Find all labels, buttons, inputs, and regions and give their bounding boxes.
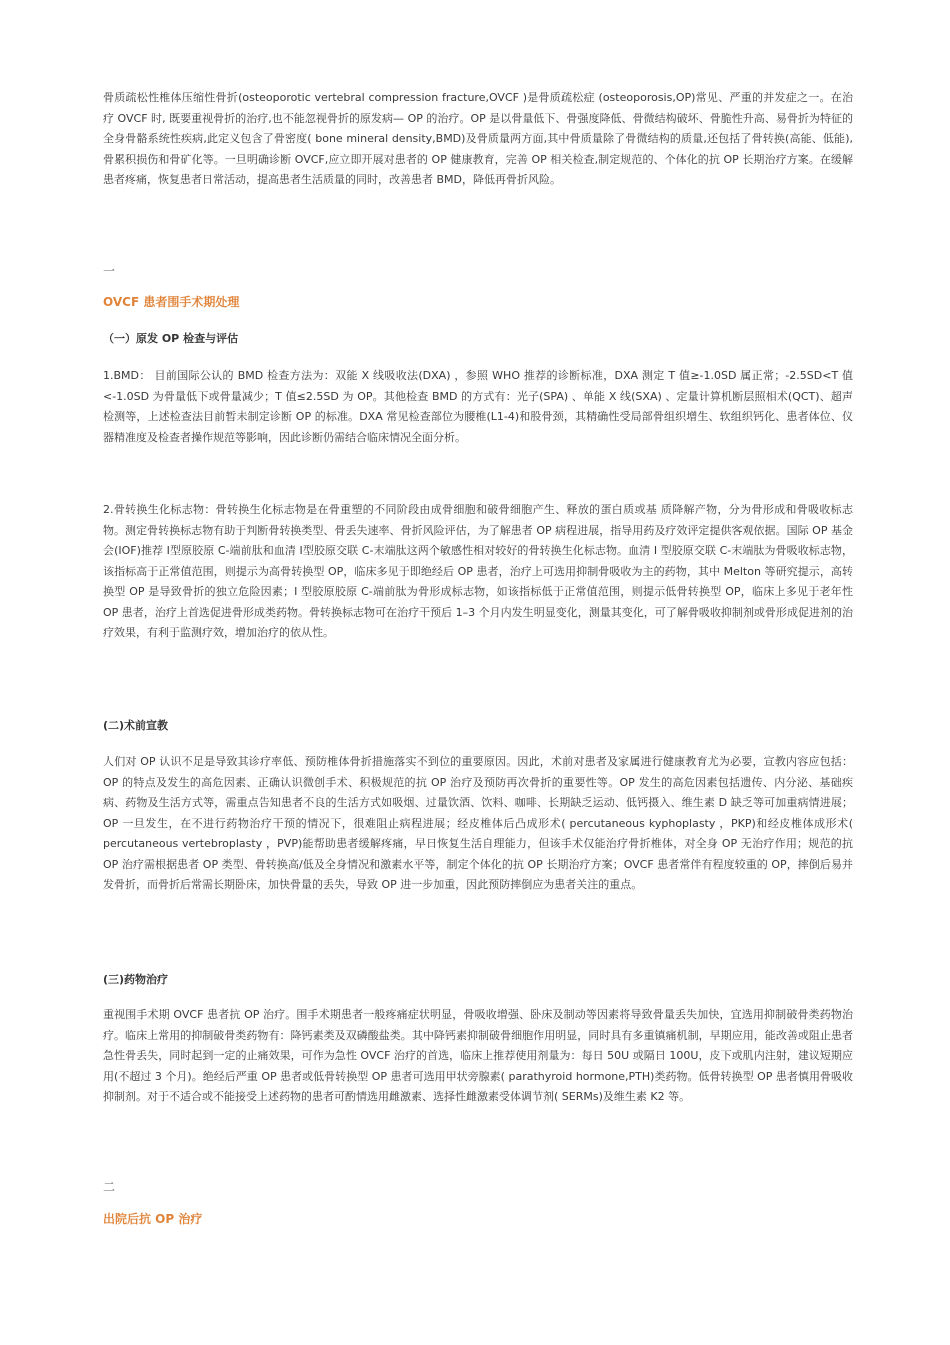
section-numeral-1: 一 [103,264,116,278]
subsection-heading-1: （一）原发 OP 检查与评估 [103,332,239,345]
bmd-paragraph: 1.BMD： 目前国际公认的 BMD 检查方法为：双能 X 线吸收法(DXA) ，参照 WHO 推荐的诊断标准，DXA 测定 T 值≥-1.0SD 属正常；-2.5SD<T 值<-1.0SD 为骨量低下或骨量减少；T 值≤2.5SD 为 OP。其他检查 BMD 的方式有：光子(SPA) 、单能 X 线(SXA) 、定量计算机断层照相术(QCT)、超声检测等，上述检查法目前暂未制定诊断 OP 的标准。DXA 常见检查部位为腰椎(L1-4)和股骨颈，其精确性受局部骨组织增生、软组织钙化、患者体位、仪器精准度及检查者操作规范等影响，因此诊断仍需结合临床情况全面分析。 [103,369,853,444]
education-paragraph: 人们对 OP 认识不足是导致其诊疗率低、预防椎体骨折措施落实不到位的重要原因。因此，术前对患者及家属进行健康教育尤为必要，宣教内容应包括：OP 的特点及发生的高危因素、正确认识微创手术、积极规范的抗 OP 治疗及预防再次骨折的重要性等。OP 发生的高危因素包括遗传、内分泌、基础疾病、药物及生活方式等，需重点告知患者不良的生活方式如吸烟、过量饮酒、饮料、咖啡、长期缺乏运动、低钙摄入、维生素 D 缺乏等可加重病情进展；OP 一旦发生，在不进行药物治疗干预的情况下，很难阻止病程进展；经皮椎体后凸成形术( percutaneous kyphoplasty ，PKP)和经皮椎体成形术( percutaneous vertebroplasty ，PVP)能帮助患者缓解疼痛，早日恢复生活自理能力，但该手术仅能治疗骨折椎体，对全身 OP 无治疗作用；规范的抗 OP 治疗需根据患者 OP 类型、骨转换高/低及全身情况和激素水平等，制定个体化的抗 OP 长期治疗方案；OVCF 患者常伴有程度较重的 OP，摔倒后易并发骨折，而骨折后常需长期卧床，加快骨量的丢失，导致 OP 进一步加重，因此预防摔倒应为患者关注的重点。 [103,755,853,891]
section-heading-1: OVCF 患者围手术期处理 [103,295,240,309]
intro-paragraph: 骨质疏松性椎体压缩性骨折(osteoporotic vertebral compression fracture,OVCF )是骨质疏松症 (osteoporosis,OP)常见、严重的并发症之一。在治疗 OVCF 时, 既要重视骨折的治疗,也不能忽视骨折的原发病— OP 的治疗。OP 是以骨量低下、骨强度降低、骨微结构破坏、骨脆性升高、易骨折为特征的全身骨骼系统性疾病,此定义包含了骨密度( bone mineral density,BMD)及骨质量两方面,其中骨质量除了骨微结构的质量,还包括了骨转换(高能、低能),骨累积损伤和骨矿化等。一旦明确诊断 OVCF,应立即开展对患者的 OP 健康教育，完善 OP 相关检查,制定规范的、个体化的抗 OP 长期治疗方案。在缓解患者疼痛，恢复患者日常活动，提高患者生活质量的同时，改善患者 BMD，降低再骨折风险。 [103,91,853,186]
drug-therapy-paragraph: 重视围手术期 OVCF 患者抗 OP 治疗。围手术期患者一般疼痛症状明显，骨吸收增强、卧床及制动等因素将导致骨量丢失加快，宜选用抑制破骨类药物治疗。临床上常用的抑制破骨类药物有：降钙素类及双磷酸盐类。其中降钙素抑制破骨细胞作用明显，同时具有多重镇痛机制，早期应用，能改善或阻止患者急性骨丢失，同时起到一定的止痛效果，可作为急性 OVCF 治疗的首选，临床上推荐使用剂量为：每日 50U 或隔日 100U，皮下或肌内注射，建议短期应用(不超过 3 个月)。绝经后严重 OP 患者或低骨转换型 OP 患者可选用甲状旁腺素( parathyroid hormone,PTH)类药物。低骨转换型 OP 患者慎用骨吸收抑制剂。对于不适合或不能接受上述药物的患者可酌情选用雌激素、选择性雌激素受体调节剂( SERMs)及维生素 K2 等。 [103,1008,853,1103]
section-heading-2: 出院后抗 OP 治疗 [103,1212,203,1226]
bone-turnover-paragraph: 2.骨转换生化标志物：骨转换生化标志物是在骨重塑的不同阶段由成骨细胞和破骨细胞产生、释放的蛋白质或基 质降解产物，分为骨形成和骨吸收标志物。测定骨转换标志物有助于判断骨转换类型、骨丢失速率、骨折风险评估，为了解患者 OP 病程进展，指导用药及疗效评定提供客观依据。国际 OP 基金会(IOF)推荐 Ⅰ型原胶原 C-端前肽和血清 Ⅰ型胶原交联 C-末端肽这两个敏感性相对较好的骨转换生化标志物。血清 I 型胶原交联 C-末端肽为骨吸收标志物，该指标高于正常值范围，则提示为高骨转换型 OP，临床多见于即绝经后 OP 患者，治疗上可选用抑制骨吸收为主的药物，其中 Melton 等研究提示，高转换型 OP 是导致骨折的独立危险因素；I 型胶原胶原 C-端前肽为骨形成标志物，如该指标低于正常值范围，则提示低骨转换型 OP，临床上多见于老年性 OP 患者，治疗上首选促进骨形成类药物。骨转换标志物可在治疗干预后 1–3 个月内发生明显变化，测量其变化，可了解骨吸收抑制剂或骨形成促进剂的治疗效果，有利于监测疗效，增加治疗的依从性。 [103,503,853,639]
section-numeral-2: 二 [103,1180,116,1194]
subsection-heading-3: (三)药物治疗 [103,973,169,986]
subsection-heading-2: (二)术前宣教 [103,719,169,732]
